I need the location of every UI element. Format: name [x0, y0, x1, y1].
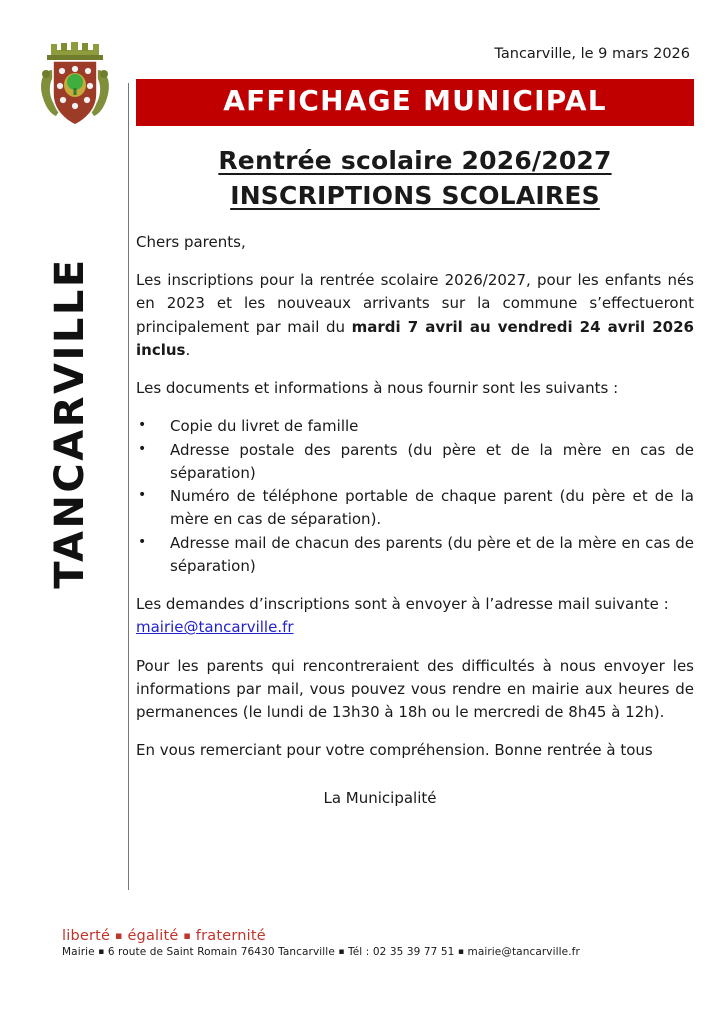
address-separator-icon: ▪ — [98, 947, 105, 957]
address-mairie: Mairie — [62, 946, 95, 958]
address-street: 6 route de Saint Romain 76430 Tancarville — [107, 946, 335, 958]
motto-separator-icon: ▪ — [114, 929, 123, 942]
vertical-divider — [128, 83, 129, 890]
footer — [62, 928, 682, 958]
title-line-school-year: Rentrée scolaire 2026/2027 — [218, 145, 612, 175]
republic-motto — [62, 928, 682, 944]
registration-text-lead: Les inscriptions pour la rentrée scolaire 2026/2027, pour les enfants nés en 2023 et les nouveaux arrivants sur la commune s’effectueront principalement par mail du — [136, 271, 694, 336]
motto-egalite: égalité — [127, 928, 179, 944]
closing-line: En vous remerciant pour votre compréhension. Bonne rentrée à tous — [136, 741, 653, 760]
address-separator-icon: ▪ — [338, 947, 345, 957]
coat-of-arms-icon — [33, 36, 117, 132]
signature: La Municipalité — [323, 788, 437, 807]
list-item: • Adresse postale des parents (du père et de la mère en cas de séparation) — [136, 439, 694, 486]
motto-separator-icon: ▪ — [183, 929, 191, 942]
mairie-email-link[interactable]: mairie@tancarville.fr — [136, 618, 294, 637]
motto-liberte: liberté — [62, 928, 111, 944]
address-separator-icon: ▪ — [457, 947, 465, 957]
footer-address — [62, 946, 682, 958]
documents-list-intro: Les documents et informations à nous fournir sont les suivants : — [136, 379, 619, 398]
banner-title: AFFICHAGE MUNICIPAL — [136, 79, 694, 126]
title-line-enrollment: INSCRIPTIONS SCOLAIRES — [230, 181, 600, 211]
main-content — [136, 0, 694, 810]
salutation: Chers parents, — [136, 232, 246, 251]
paragraph-office-hours: Pour les parents qui rencontreraient des difficultés à nous envoyer les informations par mail, vous pouvez vous rendre en mairie aux heures de permanences (le lundi de 13h30 à 18h ou le mercredi de 8h45 à 12h). — [136, 656, 694, 722]
body-text — [136, 231, 694, 810]
registration-text-end: . — [185, 340, 191, 359]
paragraph-mail-instruction — [136, 593, 694, 640]
dateline: Tancarville, le 9 mars 2026 — [494, 46, 690, 62]
list-item: • Numéro de téléphone portable de chaque parent (du père et de la mère en cas de séparation). — [136, 485, 694, 532]
address-phone: Tél : 02 35 39 77 51 — [348, 946, 455, 958]
motto-fraternite: fraternité — [195, 928, 266, 944]
documents-bullet-list — [136, 415, 694, 578]
list-item: • Copie du livret de famille — [136, 415, 694, 438]
address-email[interactable]: mairie@tancarville.fr — [467, 946, 580, 958]
registration-dates: mardi 7 avril au vendredi 24 avril 2026 inclus — [136, 317, 694, 359]
title-block — [136, 143, 694, 214]
mail-instruction-text: Les demandes d’inscriptions sont à envoyer à l’adresse mail suivante : — [136, 595, 669, 614]
list-item: • Adresse mail de chacun des parents (du père et de la mère en cas de séparation) — [136, 532, 694, 579]
left-column — [0, 0, 130, 1024]
vertical-town-name: TANCARVILLE — [47, 257, 93, 589]
paragraph-registration-period — [136, 269, 694, 362]
